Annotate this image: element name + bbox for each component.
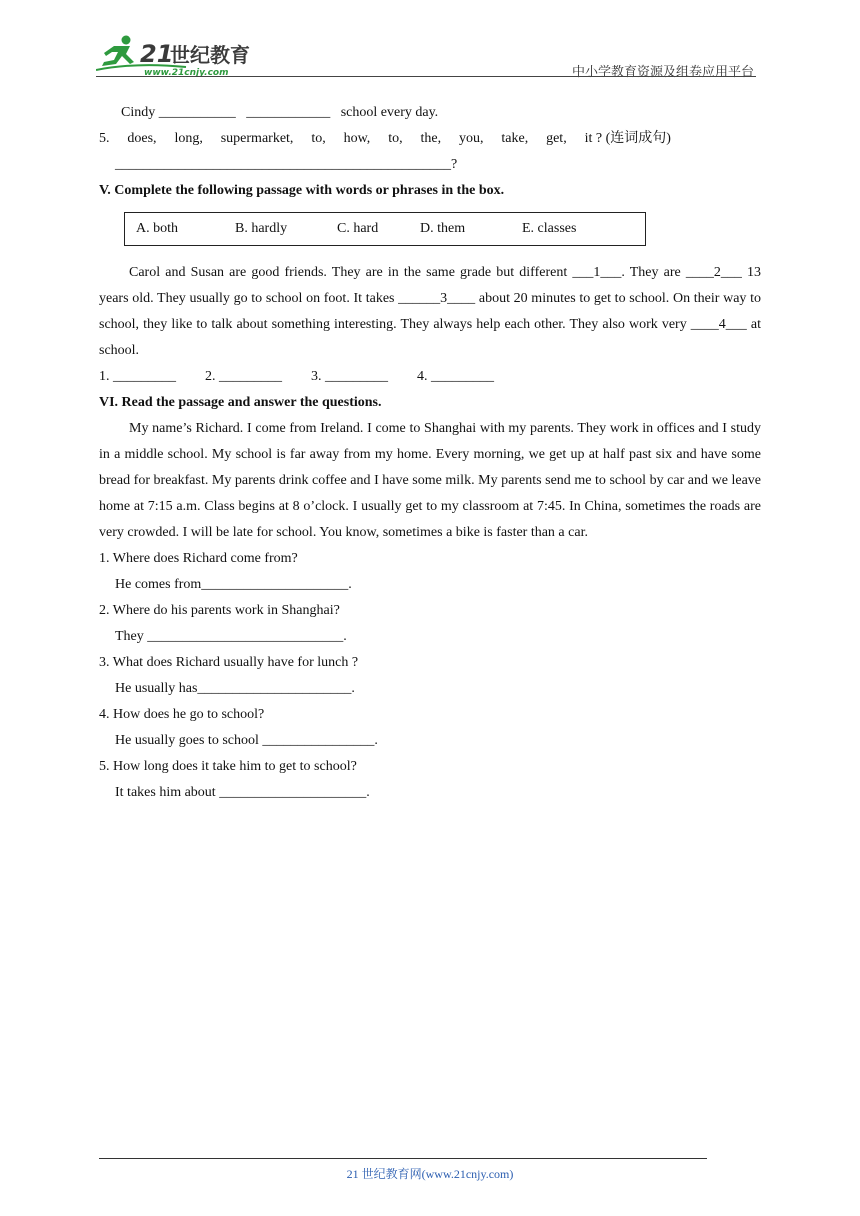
svg-text:21: 21 bbox=[140, 40, 174, 68]
worksheet-body bbox=[99, 100, 761, 806]
q5-word: it ? (连词成句) bbox=[584, 131, 671, 146]
q5-word: how, bbox=[343, 131, 371, 146]
question: 2. Where do his parents work in Shanghai? bbox=[99, 603, 340, 618]
q5-word: does, bbox=[127, 131, 157, 146]
site-logo bbox=[96, 34, 266, 78]
word-bank-option: D. them bbox=[420, 221, 466, 236]
svg-text:世纪教育: 世纪教育 bbox=[170, 43, 250, 67]
answer-blank: 3. _________ bbox=[311, 369, 388, 384]
footer-link[interactable]: 21 世纪教育网(www.21cnjy.com) bbox=[346, 1167, 514, 1181]
word-bank-option: C. hard bbox=[337, 221, 379, 236]
answer-blank: 2. _________ bbox=[205, 369, 282, 384]
word-bank-option: E. classes bbox=[522, 221, 577, 236]
answer-line: They ____________________________. bbox=[115, 629, 347, 644]
platform-name: 中小学教育资源及组卷应用平台 bbox=[571, 64, 754, 79]
q5-word: supermarket, bbox=[220, 131, 294, 146]
section-v-title: V. Complete the following passage with words or phrases in the box. bbox=[99, 183, 505, 198]
word-bank-option: A. both bbox=[136, 221, 178, 236]
word-bank-box bbox=[124, 212, 646, 246]
answer-line: He comes from_____________________. bbox=[115, 577, 352, 592]
answer-line: He usually has______________________. bbox=[115, 681, 355, 696]
q5-answer-line: ________________________________________________? bbox=[115, 157, 458, 172]
q5-word: to, bbox=[388, 131, 403, 146]
answer-line: He usually goes to school ________________. bbox=[115, 733, 378, 748]
question: 5. How long does it take him to get to school? bbox=[99, 759, 357, 774]
section-vi-passage: My name’s Richard. I come from Ireland. I come to Shanghai with my parents. They work in offices and I study in a middle school. My school is far away from my home. Every morning, we get up at half past six and have some bread for breakfast. My parents drink coffee and I have some milk. My parents send me to school by car and we leave home at 7:15 a.m. Class begins at 8 o’clock. I usually get to my classroom at 7:45. In China, sometimes the roads are very crowded. I will be late for school. You know, sometimes a bike is faster than a car. bbox=[99, 421, 761, 540]
svg-text:www.21cnjy.com: www.21cnjy.com bbox=[144, 68, 229, 78]
runner-logo-icon bbox=[96, 34, 266, 78]
answer-blank: 4. _________ bbox=[417, 369, 494, 384]
question: 3. What does Richard usually have for lunch ? bbox=[99, 655, 359, 670]
q5-word: you, bbox=[458, 131, 484, 146]
question: 1. Where does Richard come from? bbox=[99, 551, 298, 566]
q5-word: to, bbox=[311, 131, 326, 146]
section-v-passage: Carol and Susan are good friends. They are in the same grade but different ___1___. They are ____2___ 13 years old. They usually go to school on foot. It takes ______3____ about 20 minutes to get to school. On their way to school, they like to talk about something interesting. They always help each other. They also work very ____4___ at school. bbox=[99, 265, 761, 358]
answer-line: It takes him about _____________________. bbox=[115, 785, 370, 800]
cindy-sentence: Cindy ___________ ____________ school every day. bbox=[121, 105, 439, 120]
answer-blank: 1. _________ bbox=[99, 369, 176, 384]
q5-word: long, bbox=[174, 131, 203, 146]
header-divider bbox=[96, 76, 756, 77]
q5-word-list bbox=[99, 126, 761, 152]
q5-word: the, bbox=[420, 131, 442, 146]
page-header bbox=[96, 30, 756, 80]
q5-word: take, bbox=[501, 131, 529, 146]
q5-word: 5. bbox=[99, 131, 110, 146]
footer-divider bbox=[99, 1158, 707, 1159]
section-v-answers bbox=[99, 364, 761, 390]
section-vi-title: VI. Read the passage and answer the questions. bbox=[99, 395, 382, 410]
question: 4. How does he go to school? bbox=[99, 707, 265, 722]
q5-word: get, bbox=[546, 131, 567, 146]
word-bank-option: B. hardly bbox=[235, 221, 288, 236]
